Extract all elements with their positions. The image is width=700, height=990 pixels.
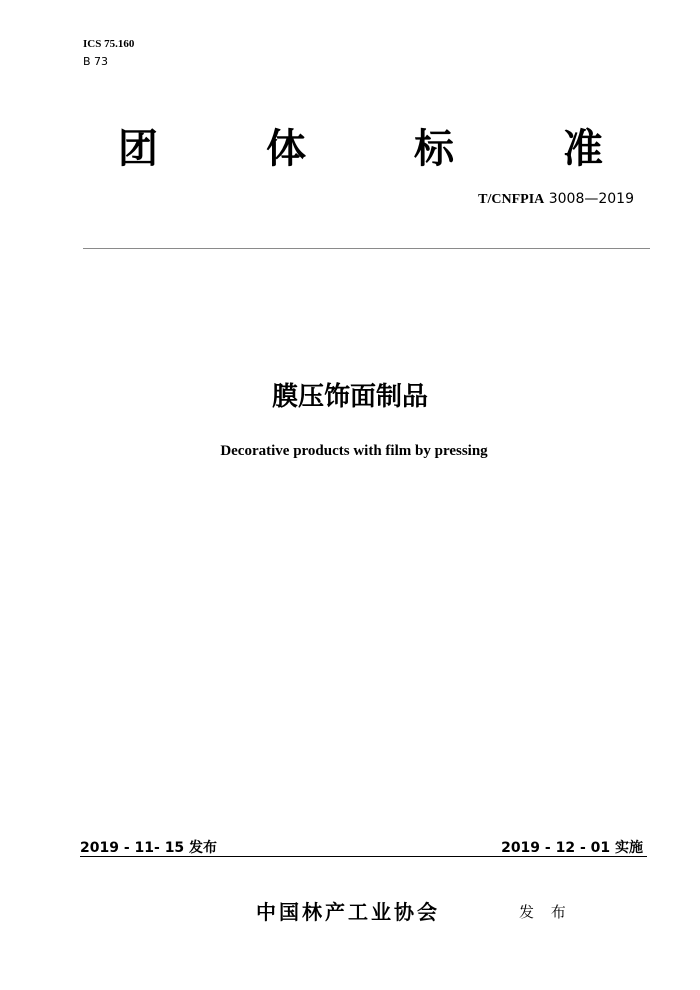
ccs-code: B 73 [83, 55, 109, 68]
title-char-3: 标 [414, 126, 454, 172]
standard-number-value: 3008—2019 [548, 191, 634, 207]
title-char-2: 体 [266, 126, 306, 172]
title-char-1: 团 [118, 126, 158, 172]
publish-label: 发 布 [519, 903, 572, 921]
issue-date: 2019 - 11- 15 发布 [80, 840, 218, 856]
publisher-name: 中国林产工业协会 [256, 900, 440, 924]
title-char-4: 准 [563, 126, 603, 172]
ics-code: ICS 75.160 [83, 38, 135, 50]
standard-number-prefix: T/CNFPIA [478, 192, 545, 207]
footer-divider [80, 856, 647, 857]
header-divider [83, 248, 650, 249]
english-title: Decorative products with film by pressing [220, 443, 488, 459]
chinese-title: 膜压饰面制品 [271, 382, 428, 412]
standard-number [478, 190, 634, 209]
implementation-date: 2019 - 12 - 01 实施 [501, 840, 643, 856]
